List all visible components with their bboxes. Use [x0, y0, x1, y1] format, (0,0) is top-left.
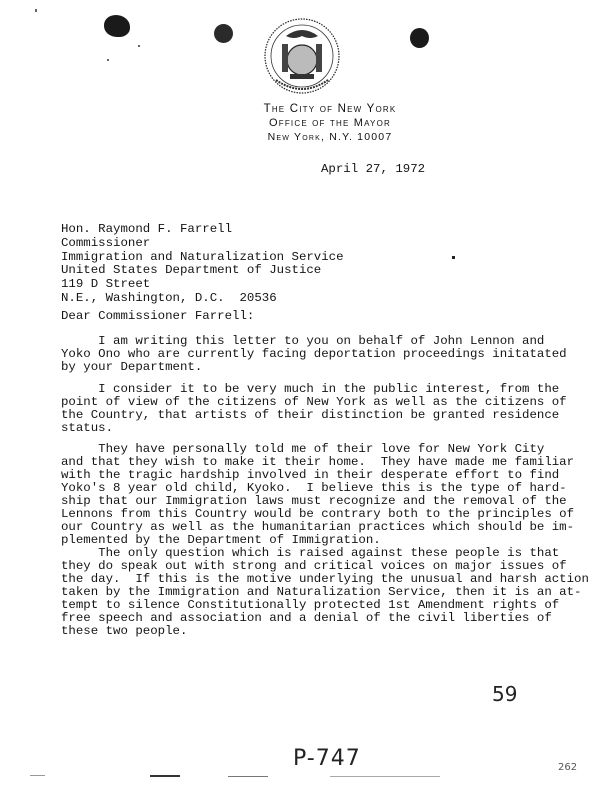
body-line: and that they wish to make it their home. They have made me familiar	[61, 455, 575, 469]
handwritten-file-number: P-747	[293, 746, 361, 771]
letterhead-line-2: Office of the Mayor	[269, 117, 391, 129]
body-line: with the tragic hardship involved in their desperate effort to find	[61, 468, 560, 482]
speck	[138, 45, 140, 47]
body-line: plemented by the Department of Immigration.	[61, 533, 381, 547]
recipient-line: Hon. Raymond F. Farrell	[61, 222, 233, 236]
body-line: the day. If this is the motive underlying the unusual and harsh action	[61, 572, 589, 586]
body-line: by your Department.	[61, 360, 203, 374]
letterhead-line-3: New York, N.Y. 10007	[267, 131, 393, 143]
body-line: Yoko's 8 year old child, Kyoko. I believe this is the type of hard-	[61, 481, 567, 495]
recipient-line: N.E., Washington, D.C. 20536	[61, 291, 277, 305]
recipient-line: Immigration and Naturalization Service	[61, 250, 344, 264]
body-line: Yoko Ono who are currently facing deportation proceedings initatated	[61, 347, 567, 361]
bottom-smudge	[330, 776, 440, 777]
body-line: free speech and association and a denial of the civil liberties of	[61, 611, 552, 625]
body-line: I consider it to be very much in the public interest, from the	[61, 382, 560, 396]
salutation: Dear Commissioner Farrell:	[61, 309, 255, 323]
bottom-smudge	[150, 775, 180, 777]
ink-blot-left	[104, 15, 130, 37]
speck	[452, 256, 455, 259]
recipient-line: Commissioner	[61, 236, 151, 250]
body-line: I am writing this letter to you on behalf of John Lennon and	[61, 334, 545, 348]
body-line: Lennons from this Country would be contrary both to the principles of	[61, 507, 575, 521]
recipient-line: 119 D Street	[61, 277, 151, 291]
letterhead-line-1: The City of New York	[263, 103, 397, 115]
body-line: The only question which is raised against these people is that	[61, 546, 560, 560]
handwritten-page-mark: 59	[492, 682, 518, 706]
speck	[35, 9, 37, 12]
body-line: taken by the Immigration and Naturalization Service, then it is an at-	[61, 585, 582, 599]
body-line: our Country as well as the humanitarian practices which should be im-	[61, 520, 575, 534]
handwritten-corner-mark: 262	[558, 762, 578, 773]
body-line: ship that our Immigration laws must recognize and the removal of the	[61, 494, 567, 508]
ink-blot-right	[410, 28, 429, 48]
body-line: point of view of the citizens of New York as well as the citizens of	[61, 395, 567, 409]
body-line: these two people.	[61, 624, 188, 638]
bottom-smudge	[30, 775, 45, 776]
body-line: the Country, that artists of their distinction be granted residence	[61, 408, 560, 422]
body-line: status.	[61, 421, 114, 435]
body-line: tempt to silence Constitutionally protected 1st Amendment rights of	[61, 598, 560, 612]
body-line: They have personally told me of their love for New York City	[61, 442, 545, 456]
ink-blot-center	[214, 24, 233, 43]
letter-date: April 27, 1972	[321, 162, 426, 176]
bottom-smudge	[228, 776, 268, 777]
city-seal-logo	[262, 14, 342, 98]
speck	[107, 59, 109, 61]
body-line: they do speak out with strong and critical voices on major issues of	[61, 559, 567, 573]
recipient-line: United States Department of Justice	[61, 263, 322, 277]
